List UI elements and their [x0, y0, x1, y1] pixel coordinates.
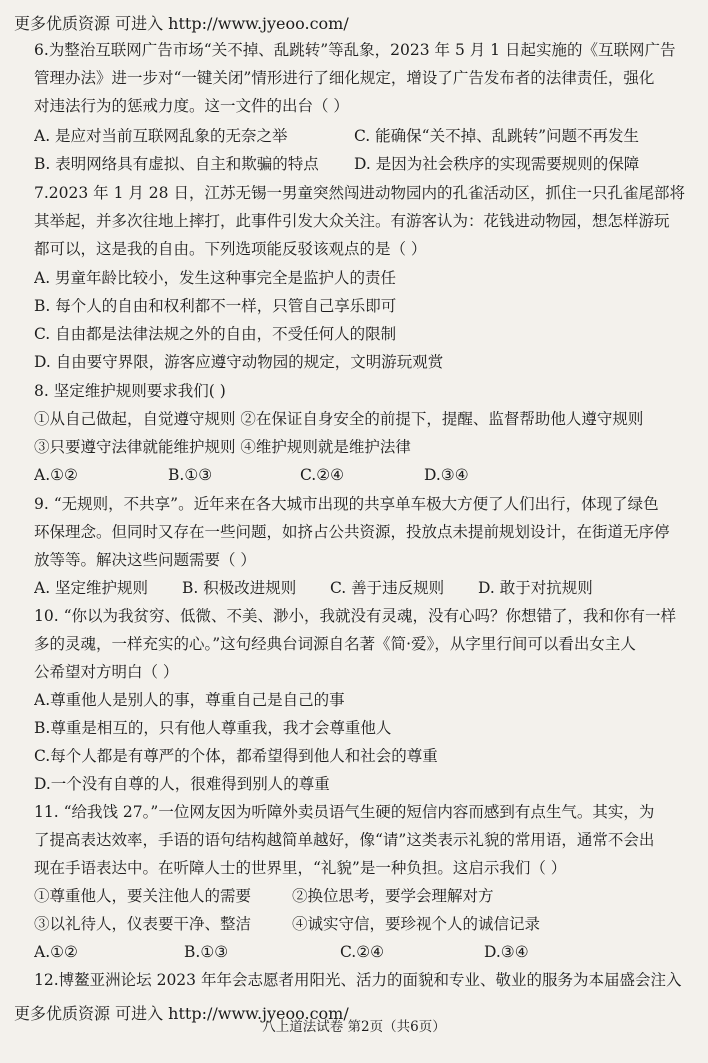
q11-stem-line-3: 现在手语表达中。在听障人士的世界里，“礼貌”是一种负担。这启示我们（ ）	[34, 859, 567, 877]
q9-option-b[interactable]: B. 积极改进规则	[182, 579, 297, 597]
bottom-resource-link[interactable]: 更多优质资源 可进入 http://www.jyeoo.com/	[14, 1004, 349, 1023]
q10-stem-line-2: 多的灵魂，一样充实的心。”这句经典台词源自名著《简·爱》，从字里行间可以看出女主人	[34, 635, 636, 653]
q6-option-b[interactable]: B. 表明网络具有虚拟、自主和欺骗的特点	[34, 155, 319, 173]
q11-option-a[interactable]: A.①②	[34, 943, 78, 961]
q10-stem-line-1: 10. “你以为我贫穷、低微、不美、渺小，我就没有灵魂，没有心吗？你想错了，我和你有一样	[34, 607, 677, 625]
q8-items-row-1: ①从自己做起，自觉遵守规则 ②在保证自身安全的前提下，提醒、监督帮助他人遵守规则	[34, 410, 644, 428]
q9-stem-line-1: 9. “无规则，不共享”。近年来在各大城市出现的共享单车极大方便了人们出行，体现了绿色	[34, 495, 659, 513]
q9-option-c[interactable]: C. 善于违反规则	[330, 579, 445, 597]
q7-option-b[interactable]: B. 每个人的自由和权利都不一样，只管自己享乐即可	[34, 297, 397, 315]
q8-stem: 8. 坚定维护规则要求我们( )	[34, 382, 226, 400]
q11-items-row-1	[34, 886, 686, 906]
q9-stem-line-3: 放等等。解决这些问题需要（ ）	[34, 551, 256, 569]
q8-option-c[interactable]: C.②④	[300, 466, 345, 484]
q11-item-3: ③以礼待人，仪表要干净、整洁	[34, 915, 252, 933]
q10-option-a[interactable]: A.尊重他人是别人的事，尊重自己是自己的事	[34, 691, 345, 709]
q11-option-d[interactable]: D.③④	[484, 943, 529, 961]
q12-stem-line-1: 12.博鳌亚洲论坛 2023 年年会志愿者用阳光、活力的面貌和专业、敬业的服务为本届盛会注入	[34, 971, 682, 989]
q11-items-row-2	[34, 914, 686, 934]
q6-options-row-2	[34, 154, 686, 174]
q7-stem-line-3: 都可以，这是我的自由。下列选项能反驳该观点的是（ ）	[34, 240, 427, 258]
q9-options-row	[34, 578, 686, 598]
q11-item-2: ②换位思考，要学会理解对方	[292, 887, 494, 905]
q8-option-b[interactable]: B.①③	[168, 466, 213, 484]
q11-stem-line-2: 了提高表达效率，手语的语句结构越简单越好，像“请”这类表示礼貌的常用语，通常不会出	[34, 831, 655, 849]
q10-option-b[interactable]: B.尊重是相互的，只有他人尊重我，我才会尊重他人	[34, 719, 392, 737]
q11-stem-line-1: 11. “给我饯 27。”一位网友因为听障外卖员语气生硬的短信内容而感到有点生气。其实，为	[34, 803, 655, 821]
q6-stem-line-3: 对违法行为的惩戒力度。这一文件的出台（ ）	[34, 97, 349, 115]
q6-stem-line-2: 管理办法》进一步对“一键关闭”情形进行了细化规定，增设了广告发布者的法律责任，强化	[34, 69, 655, 87]
q7-option-c[interactable]: C. 自由都是法律法规之外的自由，不受任何人的限制	[34, 325, 397, 343]
q11-option-b[interactable]: B.①③	[184, 943, 229, 961]
q11-options-row	[34, 942, 686, 962]
q6-option-d[interactable]: D. 是因为社会秩序的实现需要规则的保障	[354, 155, 640, 173]
q7-stem-line-2: 其举起，并多次往地上摔打，此事件引发大众关注。有游客认为：花钱进动物园，想怎样游玩	[34, 212, 670, 230]
q8-options-row	[34, 465, 686, 485]
header-resource-link[interactable]: 更多优质资源 可进入 http://www.jyeoo.com/	[14, 14, 349, 33]
q6-option-a[interactable]: A. 是应对当前互联网乱象的无奈之举	[34, 127, 288, 145]
q6-stem-line-1: 6.为整治互联网广告市场“关不掉、乱跳转”等乱象，2023 年 5 月 1 日起实施的《互联网广告	[34, 41, 676, 59]
q6-options-row-1	[34, 126, 686, 146]
q7-option-d[interactable]: D. 自由要守界限，游客应遵守动物园的规定，文明游玩观赏	[34, 353, 444, 371]
q9-stem-line-2: 环保理念。但同时又存在一些问题，如挤占公共资源，投放点未提前规划设计，在街道无序停	[34, 523, 670, 541]
page-footer: 八上道法试卷 第2页（共6页）	[262, 1019, 446, 1035]
q11-option-c[interactable]: C.②④	[340, 943, 385, 961]
q7-stem-line-1: 7.2023 年 1 月 28 日，江苏无锡一男童突然闯进动物园内的孔雀活动区，抓住一只孔雀尾部将	[34, 184, 685, 202]
q8-items-row-2: ③只要遵守法律就能维护规则 ④维护规则就是维护法律	[34, 438, 411, 456]
q9-option-d[interactable]: D. 敢于对抗规则	[478, 579, 593, 597]
q11-item-4: ④诚实守信，要珍视个人的诚信记录	[292, 915, 541, 933]
q9-option-a[interactable]: A. 坚定维护规则	[34, 579, 149, 597]
q8-option-d[interactable]: D.③④	[424, 466, 469, 484]
q11-item-1: ①尊重他人，要关注他人的需要	[34, 887, 252, 905]
q6-option-c[interactable]: C. 能确保“关不掉、乱跳转”问题不再发生	[354, 127, 640, 145]
q7-option-a[interactable]: A. 男童年龄比较小，发生这种事完全是监护人的责任	[34, 269, 397, 287]
q8-option-a[interactable]: A.①②	[34, 466, 78, 484]
q10-option-c[interactable]: C.每个人都是有尊严的个体，都希望得到他人和社会的尊重	[34, 747, 438, 765]
q10-stem-line-3: 公希望对方明白（ ）	[34, 663, 179, 681]
q10-option-d[interactable]: D.一个没有自尊的人，很难得到别人的尊重	[34, 775, 330, 793]
